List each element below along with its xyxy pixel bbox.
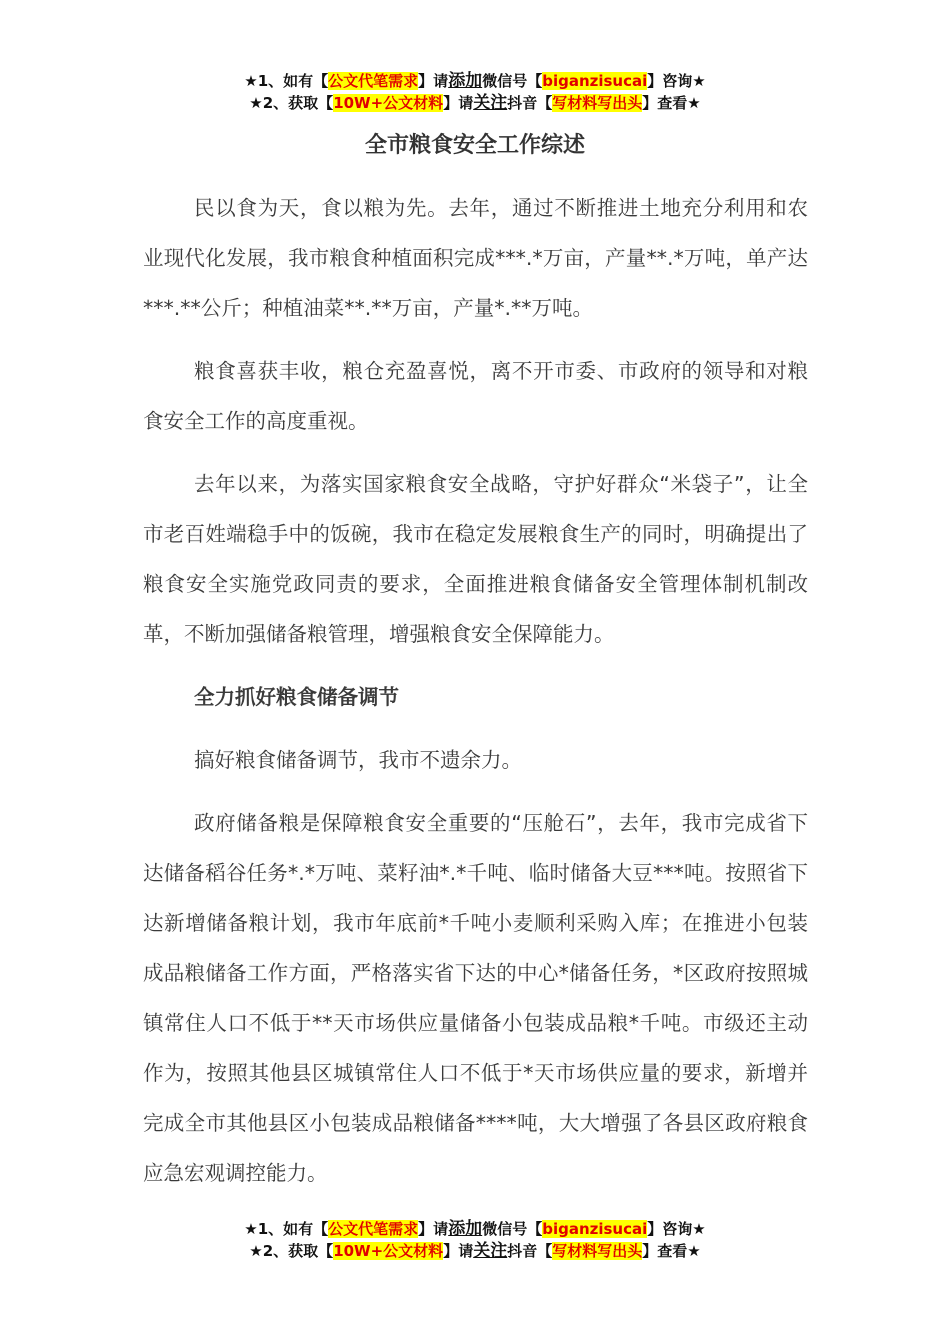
promo-text: 抖音【 (507, 94, 553, 112)
promo-douyin-id: 写材料写出头 (552, 1242, 643, 1260)
body-paragraph: 去年以来，为落实国家粮食安全战略，守护好群众“米袋子”，让全市老百姓端稳手中的饭碗，我市在稳定发展粮食生产的同时，明确提出了粮食安全实施党政同责的要求，全面推进粮食储备安全管理体制机制改革，不断加强储备粮管理，增强粮食安全保障能力。 (143, 472, 808, 646)
promo-line-1 (0, 70, 950, 92)
promo-highlight: 10W+公文材料 (333, 94, 444, 112)
promo-emphasis: 关注 (473, 1241, 508, 1261)
document-title: 全市粮食安全工作综述 (364, 133, 585, 158)
promo-line-1 (0, 1218, 950, 1240)
section-heading: 全力抓好粮食储备调节 (194, 685, 399, 709)
promo-text: 】咨询★ (647, 1220, 706, 1238)
promo-emphasis: 添加 (448, 71, 483, 91)
promo-emphasis: 关注 (473, 93, 508, 113)
promo-wechat-id: biganzisucai (542, 1220, 648, 1238)
body-paragraph: 粮食喜获丰收，粮仓充盈喜悦，离不开市委、市政府的领导和对粮食安全工作的高度重视。 (143, 359, 808, 433)
promo-line-2 (0, 1240, 950, 1262)
body-paragraph: 政府储备粮是保障粮食安全重要的“压舱石”，去年，我市完成省下达储备稻谷任务*.*万吨、菜籽油*.*千吨、临时储备大豆***吨。按照省下达新增储备粮计划，我市年底前*千吨小麦顺利采购入库；在推进小包装成品粮储备工作方面，严格落实省下达的中心*储备任务，*区政府按照城镇常住人口不低于**天市场供应量储备小包装成品粮*千吨。市级还主动作为，按照其他县区城镇常住人口不低于*天市场供应量的要求，新增并完成全市其他县区小包装成品粮储备****吨，大大增强了各县区政府粮食应急宏观调控能力。 (143, 811, 808, 1185)
promo-text: 抖音【 (507, 1242, 553, 1260)
promo-line-2 (0, 92, 950, 114)
promo-banner-bottom (0, 1218, 950, 1262)
promo-text: 】查看★ (642, 1242, 701, 1260)
promo-text: 微信号【 (482, 1220, 543, 1238)
promo-text: ★2、获取【 (249, 1242, 334, 1260)
promo-wechat-id: biganzisucai (542, 72, 648, 90)
promo-text: 】查看★ (642, 94, 701, 112)
promo-emphasis: 添加 (448, 1219, 483, 1239)
promo-text: 】请 (443, 1242, 474, 1260)
promo-highlight: 公文代笔需求 (328, 1220, 419, 1238)
promo-highlight: 10W+公文材料 (333, 1242, 444, 1260)
promo-text: 】请 (443, 94, 474, 112)
promo-text: ★2、获取【 (249, 94, 334, 112)
promo-highlight: 公文代笔需求 (328, 72, 419, 90)
body-paragraph: 民以食为天，食以粮为先。去年，通过不断推进土地充分利用和农业现代化发展，我市粮食种植面积完成***.*万亩，产量**.*万吨，单产达***.**公斤；种植油菜**.**万亩，产量*.**万吨。 (143, 196, 808, 320)
promo-text: 】请 (418, 72, 449, 90)
promo-douyin-id: 写材料写出头 (552, 94, 643, 112)
promo-text: 微信号【 (482, 72, 543, 90)
body-paragraph: 搞好粮食储备调节，我市不遗余力。 (194, 748, 522, 772)
promo-text: ★1、如有【 (244, 1220, 329, 1238)
promo-banner-top (0, 70, 950, 114)
document-body (143, 183, 808, 1211)
promo-text: 】咨询★ (647, 72, 706, 90)
promo-text: 】请 (418, 1220, 449, 1238)
promo-text: ★1、如有【 (244, 72, 329, 90)
